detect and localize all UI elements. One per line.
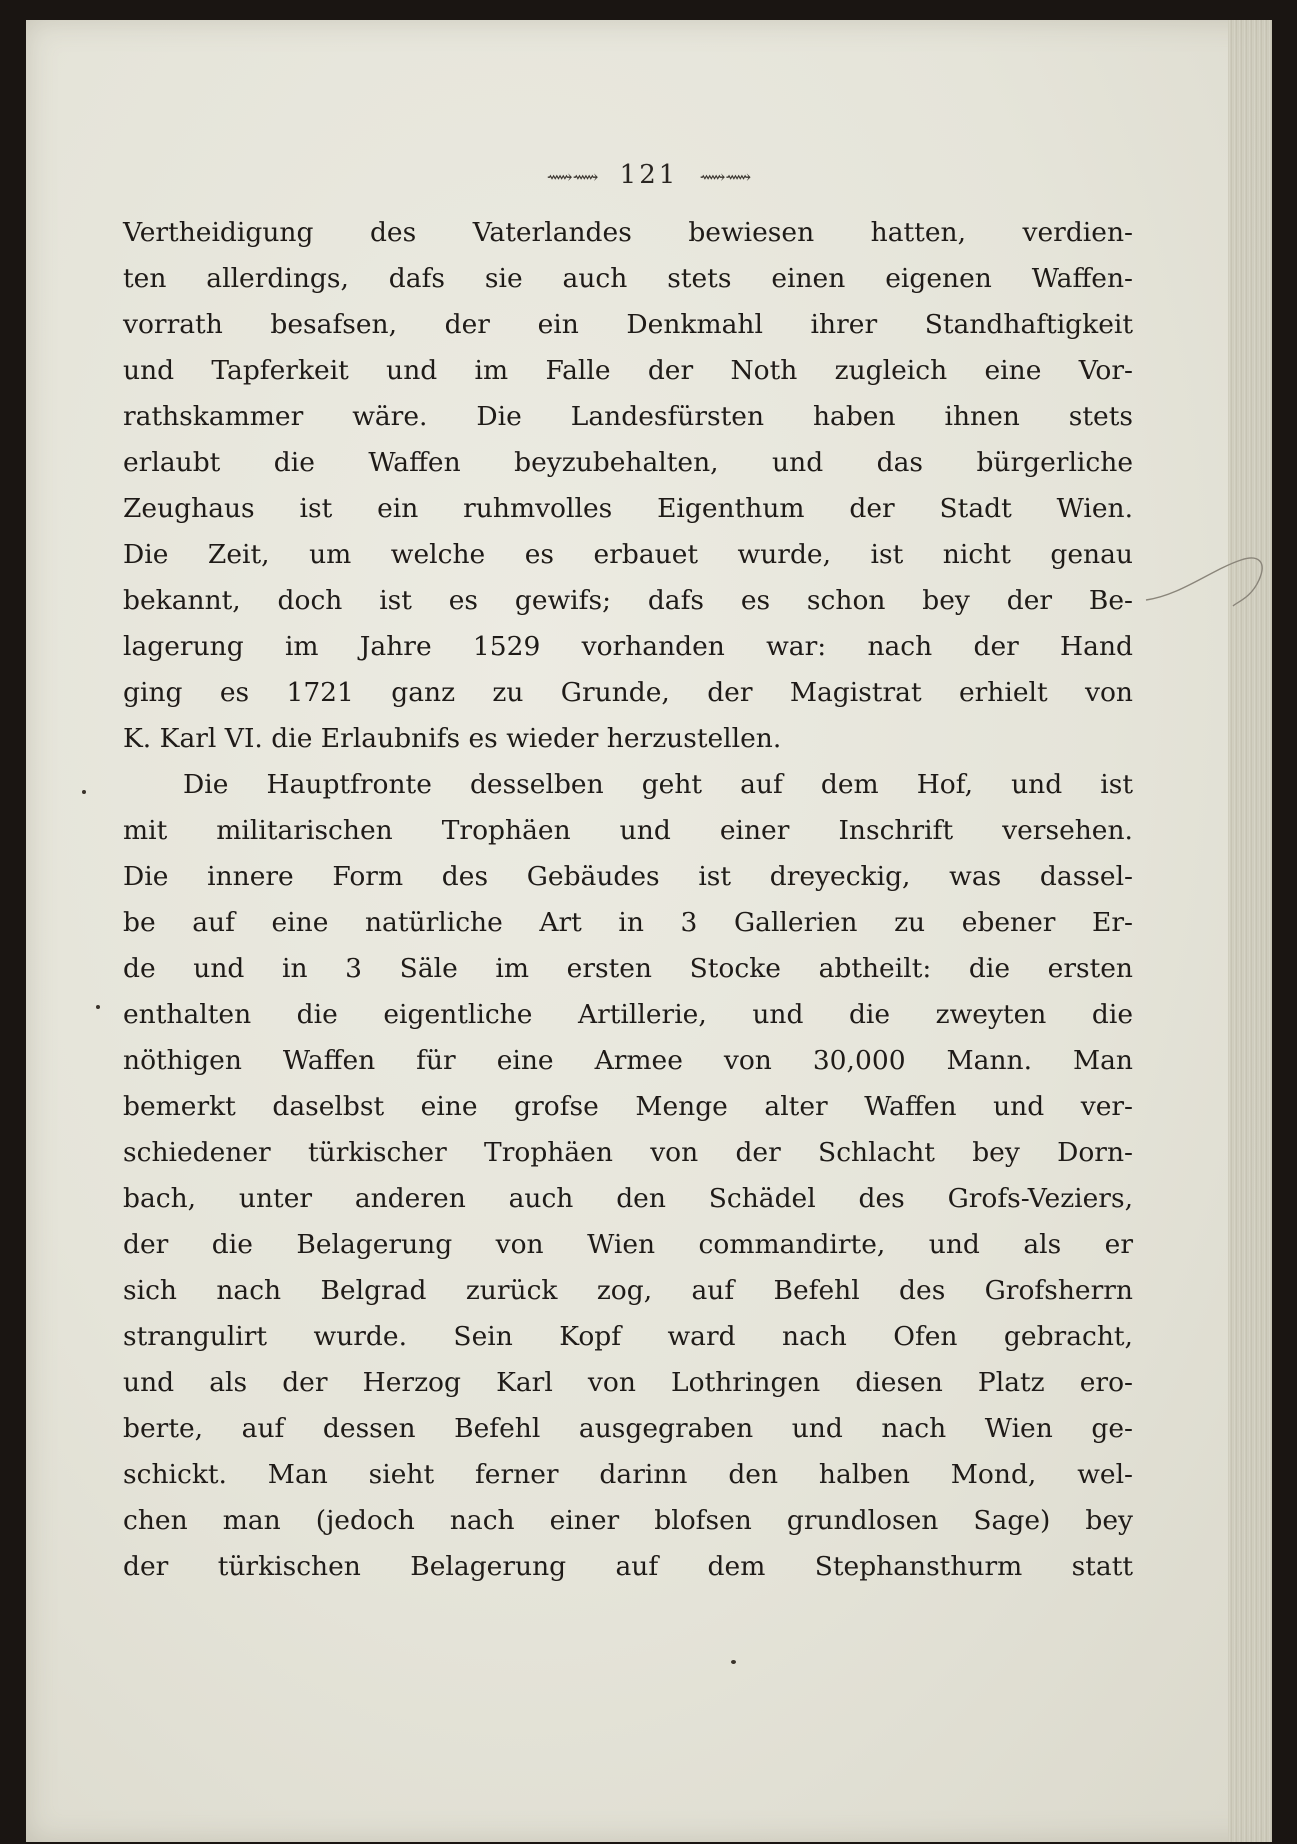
- header-ornament-left: ⟿⟿: [546, 167, 599, 188]
- page-number: 121: [619, 160, 679, 190]
- text-line: de und in 3 Säle im ersten Stocke abtheilt: die ersten: [123, 953, 1133, 984]
- text-line: der die Belagerung von Wien commandirte, und als er: [123, 1229, 1133, 1260]
- pencil-mark-icon: [1141, 540, 1271, 620]
- text-line: vorrath besafsen, der ein Denkmahl ihrer Standhaftigkeit: [123, 309, 1133, 340]
- text-line: strangulirt wurde. Sein Kopf ward nach Ofen gebracht,: [123, 1321, 1133, 1352]
- header-ornament-right: ⟿⟿: [699, 167, 752, 188]
- text-line: sich nach Belgrad zurück zog, auf Befehl des Grofsherrn: [123, 1275, 1133, 1306]
- text-line: berte, auf dessen Befehl ausgegraben und nach Wien ge-: [123, 1413, 1133, 1444]
- text-line: erlaubt die Waffen beyzubehalten, und das bürgerliche: [123, 447, 1133, 478]
- page-header: [26, 160, 1272, 190]
- text-line: bemerkt daselbst eine grofse Menge alter Waffen und ver-: [123, 1091, 1133, 1122]
- text-line: bach, unter anderen auch den Schädel des Grofs-Veziers,: [123, 1183, 1133, 1214]
- book-page: [26, 20, 1272, 1842]
- paragraph: [123, 762, 1133, 1590]
- page-edges: [1228, 20, 1272, 1842]
- text-line: chen man (jedoch nach einer blofsen grundlosen Sage) bey: [123, 1505, 1133, 1536]
- text-line: schickt. Man sieht ferner darinn den halben Mond, wel-: [123, 1459, 1133, 1490]
- text-line: schiedener türkischer Trophäen von der Schlacht bey Dorn-: [123, 1137, 1133, 1168]
- text-line: enthalten die eigentliche Artillerie, und die zweyten die: [123, 999, 1133, 1030]
- ink-spot: [82, 790, 86, 794]
- text-line: mit militarischen Trophäen und einer Inschrift versehen.: [123, 815, 1133, 846]
- text-line: be auf eine natürliche Art in 3 Gallerien zu ebener Er-: [123, 907, 1133, 938]
- text-line: rathskammer wäre. Die Landesfürsten haben ihnen stets: [123, 401, 1133, 432]
- text-line: Vertheidigung des Vaterlandes bewiesen hatten, verdien-: [123, 217, 1133, 248]
- text-line: Die Hauptfronte desselben geht auf dem Hof, und ist: [183, 769, 1133, 800]
- text-line: K. Karl VI. die Erlaubnifs es wieder herzustellen.: [123, 723, 782, 754]
- body-text: [123, 210, 1133, 1590]
- text-line: ten allerdings, dafs sie auch stets einen eigenen Waffen-: [123, 263, 1133, 294]
- text-line: nöthigen Waffen für eine Armee von 30,000 Mann. Man: [123, 1045, 1133, 1076]
- paragraph: [123, 210, 1133, 762]
- text-line: lagerung im Jahre 1529 vorhanden war: nach der Hand: [123, 631, 1133, 662]
- ink-spot: [96, 1005, 100, 1009]
- text-line: und als der Herzog Karl von Lothringen diesen Platz ero-: [123, 1367, 1133, 1398]
- text-line: ging es 1721 ganz zu Grunde, der Magistrat erhielt von: [123, 677, 1133, 708]
- text-line: Die innere Form des Gebäudes ist dreyeckig, was dassel-: [123, 861, 1133, 892]
- ink-spot: [731, 1660, 736, 1664]
- text-line: Die Zeit, um welche es erbauet wurde, ist nicht genau: [123, 539, 1133, 570]
- text-line: der türkischen Belagerung auf dem Stephansthurm statt: [123, 1551, 1133, 1582]
- text-line: Zeughaus ist ein ruhmvolles Eigenthum der Stadt Wien.: [123, 493, 1133, 524]
- text-line: und Tapferkeit und im Falle der Noth zugleich eine Vor-: [123, 355, 1133, 386]
- text-line: bekannt, doch ist es gewifs; dafs es schon bey der Be-: [123, 585, 1133, 616]
